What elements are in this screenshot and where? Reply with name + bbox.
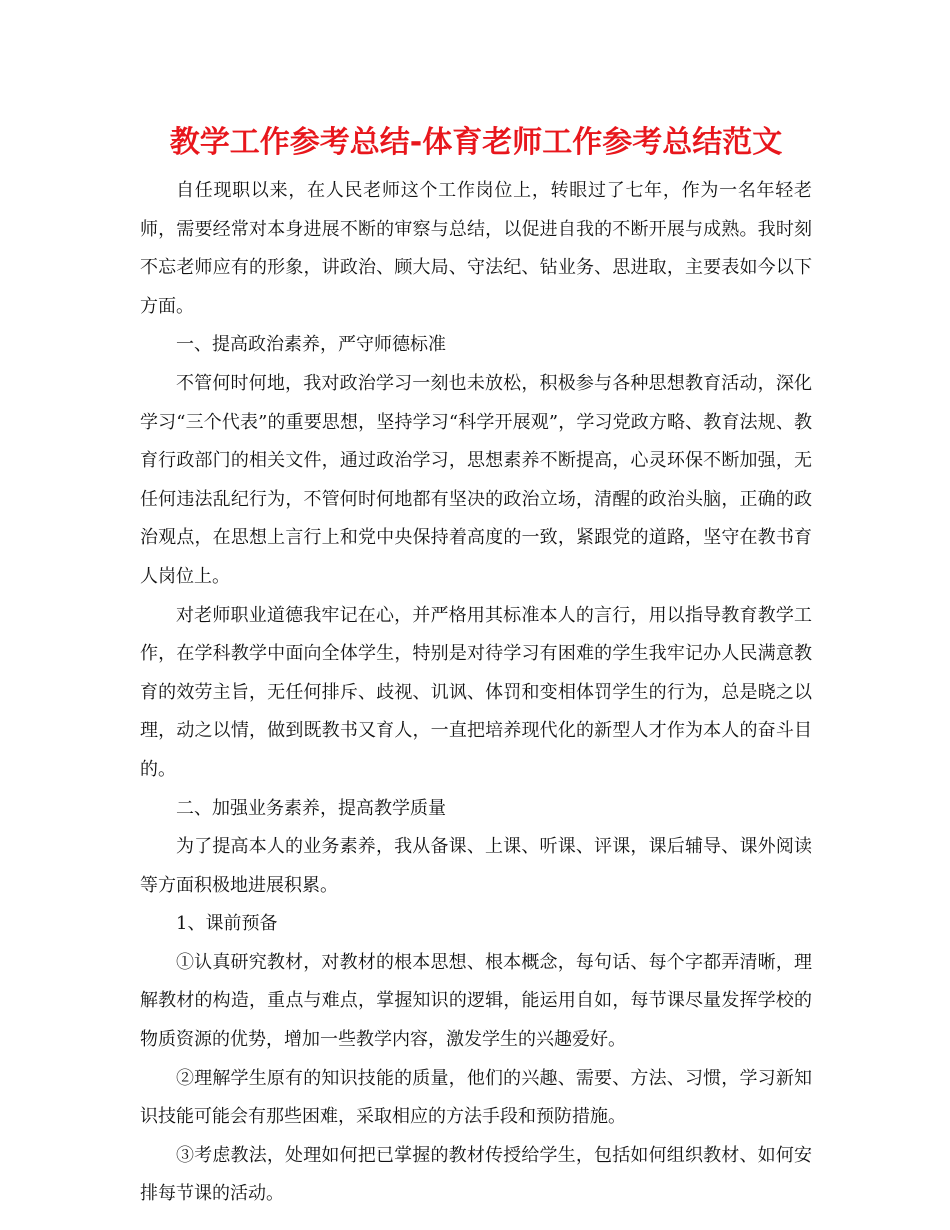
- document-page: [140, 118, 812, 1214]
- paragraph: 为了提高本人的业务素养，我从备课、上课、听课、评课，课后辅导、课外阅读等方面积极地进展积累。: [140, 836, 812, 896]
- paragraph: 不管何时何地，我对政治学习一刻也未放松，积极参与各种思想教育活动，深化学习“三个代表”的重要思想，坚持学习“科学开展观”，学习党政方略、教育法规、教育行政部门的相关文件，通过政治学习，思想素养不断提高，心灵环保不断加强，无任何违法乱纪行为，不管何时何地都有坚决的政治立场，清醒的政治头脑，正确的政治观点，在思想上言行上和党中央保持着高度的一致，紧跟党的道路，坚守在教书育人岗位上。: [140, 372, 812, 587]
- list-item: ①认真研究教材，对教材的根本思想、根本概念，每句话、每个字都弄清晰，理解教材的构造，重点与难点，掌握知识的逻辑，能运用自如，每节课尽量发挥学校的物质资源的优势，增加一些教学内容，激发学生的兴趣爱好。: [140, 951, 812, 1051]
- document-title: 教学工作参考总结-体育老师工作参考总结范文: [169, 125, 783, 160]
- list-item: ③考虑教法，处理如何把已掌握的教材传授给学生，包括如何组织教材、如何安排每节课的活动。: [140, 1144, 812, 1205]
- section-heading-2: 二、加强业务素养，提高教学质量: [176, 797, 446, 819]
- paragraph: 对老师职业道德我牢记在心，并严格用其标准本人的言行，用以指导教育教学工作，在学科教学中面向全体学生，特别是对待学习有困难的学生我牢记办人民满意教育的效劳主旨，无任何排斥、歧视、讥讽、体罚和变相体罚学生的行为，总是晓之以理，动之以情，做到既教书又育人，一直把培养现代化的新型人才作为本人的奋斗目的。: [140, 604, 812, 780]
- section-heading-1: 一、提高政治素养，严守师德标准: [176, 334, 446, 356]
- paragraph-intro: 自任现职以来，在人民老师这个工作岗位上，转眼过了七年，作为一名年轻老师，需要经常对本身进展不断的审察与总结，以促进自我的不断开展与成熟。我时刻不忘老师应有的形象，讲政治、顾大局、守法纪、钻业务、思进取，主要表如今以下方面。: [140, 180, 812, 317]
- list-item: ②理解学生原有的知识技能的质量，他们的兴趣、需要、方法、习惯，学习新知识技能可能会有那些困难，采取相应的方法手段和预防措施。: [140, 1067, 812, 1128]
- subsection-heading: 1、课前预备: [176, 913, 278, 935]
